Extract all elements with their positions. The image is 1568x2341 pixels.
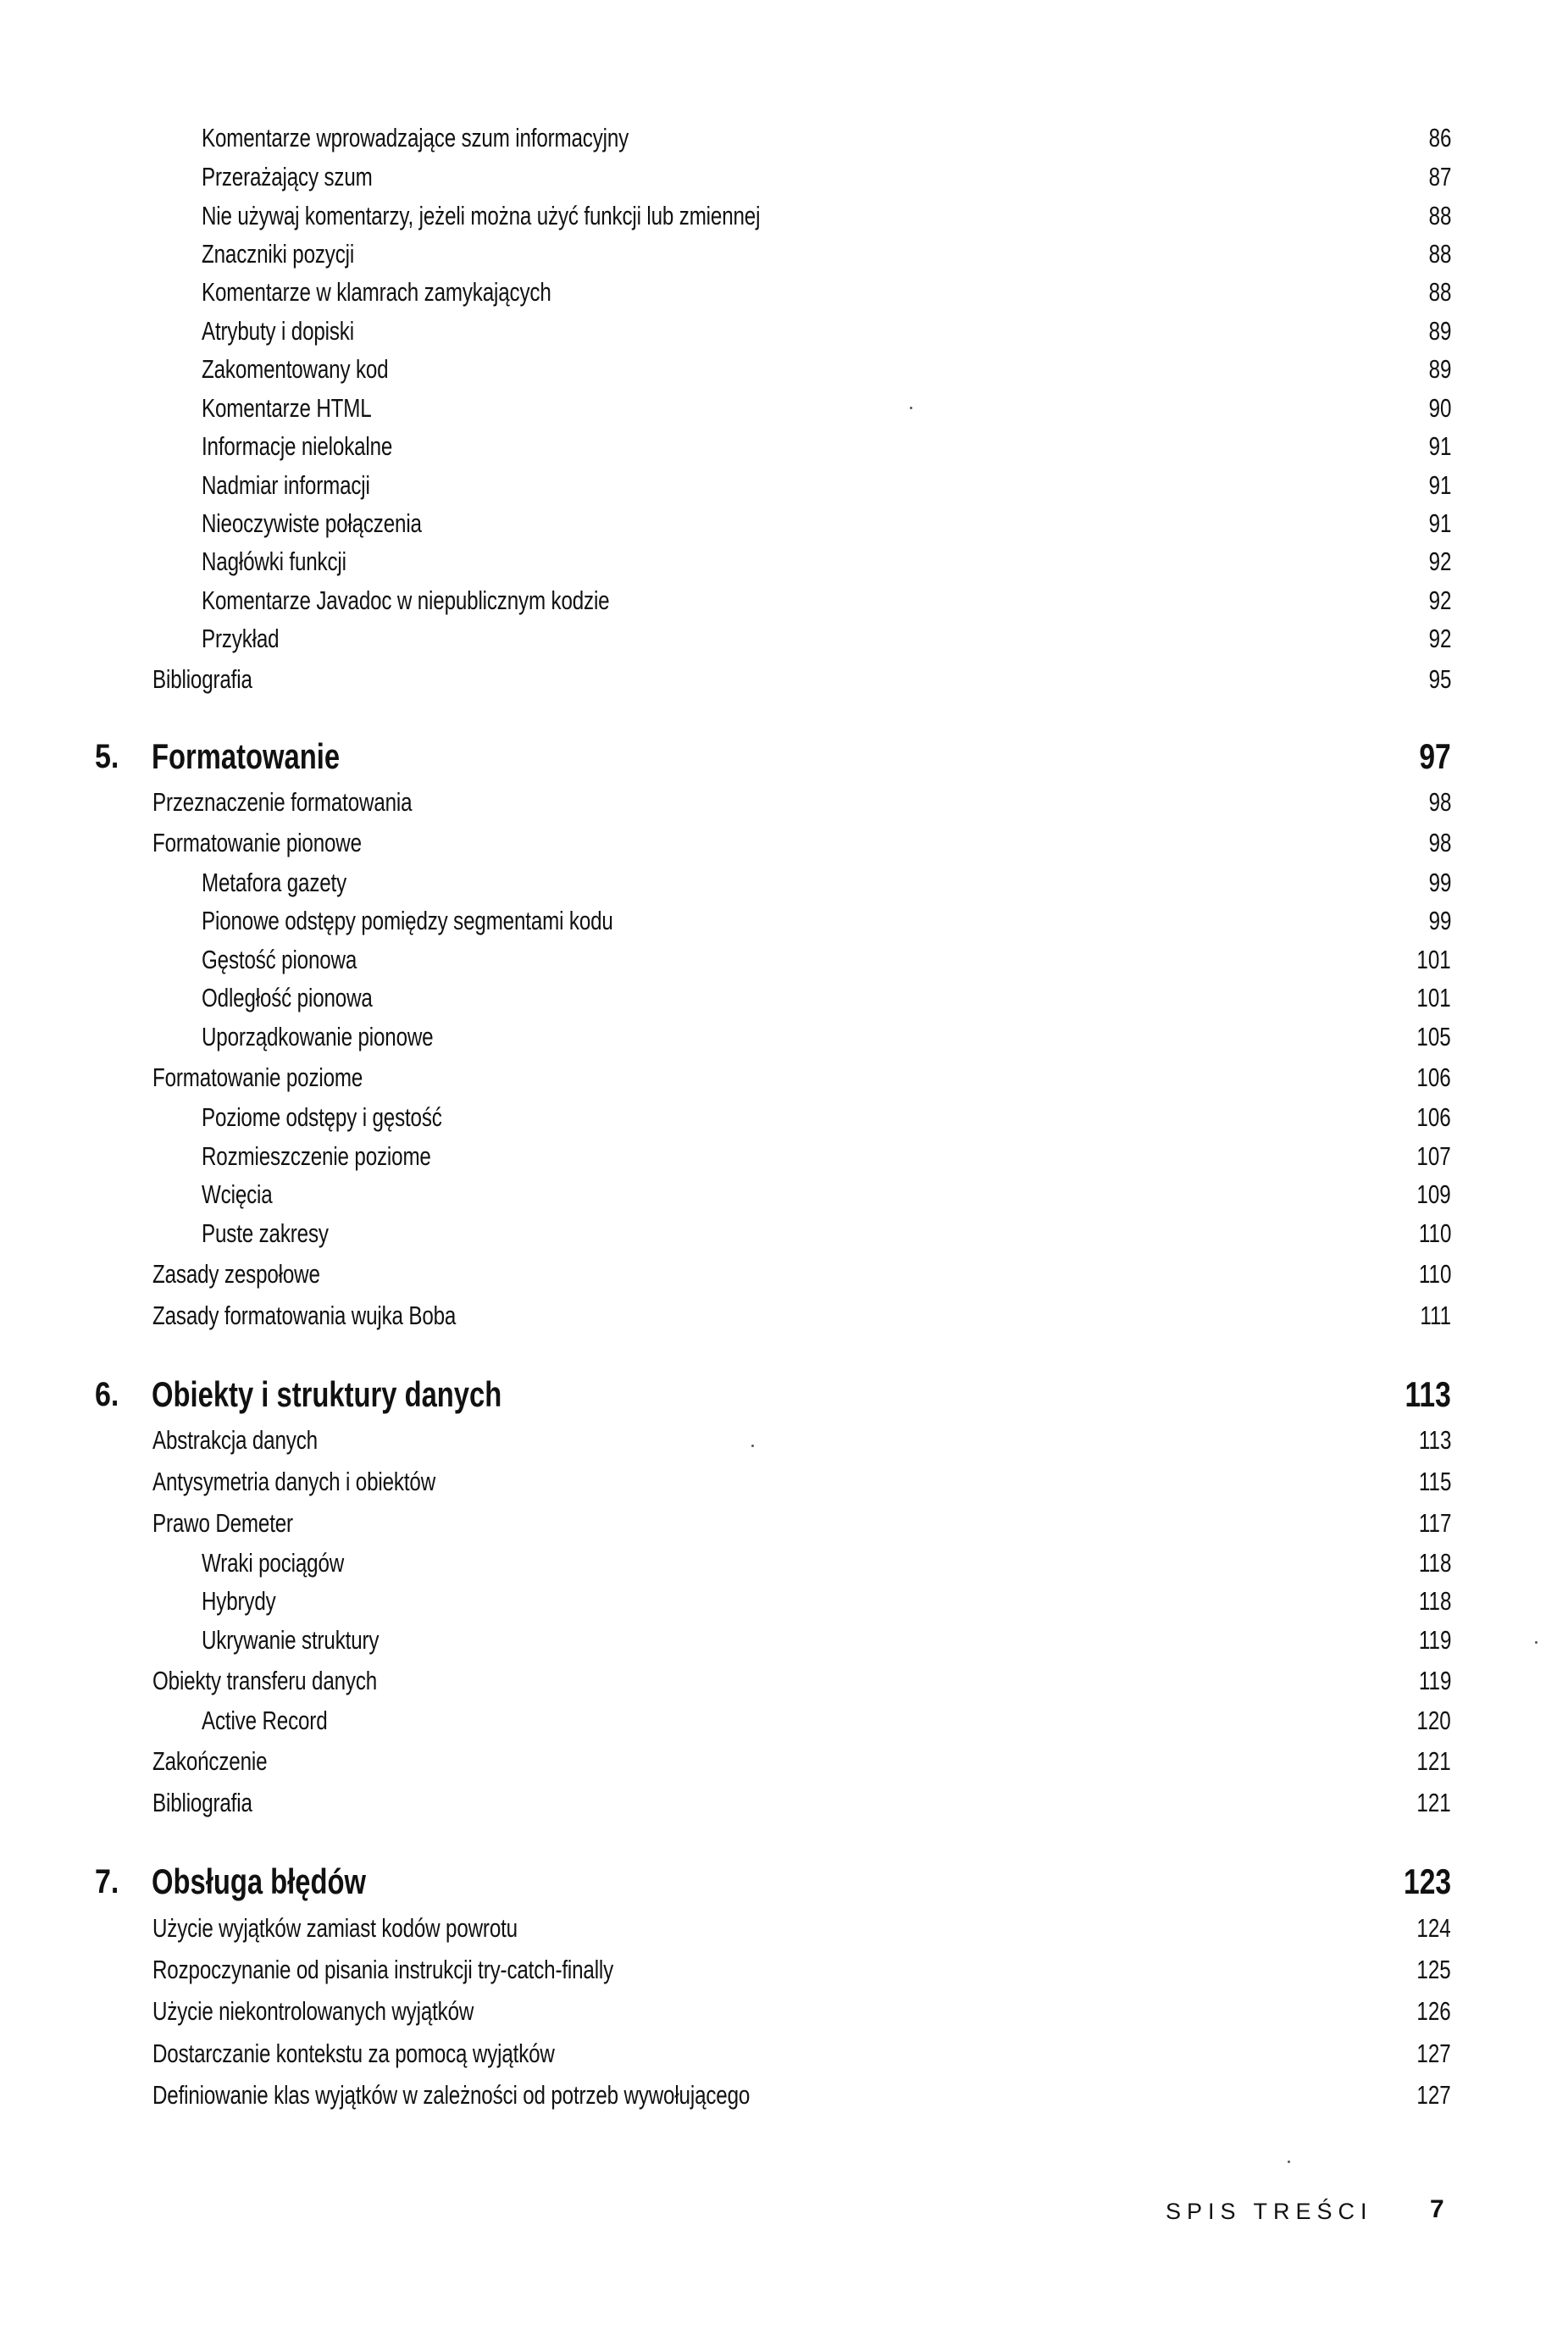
toc-entry-label: Wcięcia — [202, 1179, 273, 1209]
toc-entry[interactable] — [0, 1175, 1568, 1214]
chapter-title: Obiekty i struktury danych — [152, 1374, 502, 1414]
toc-entry[interactable] — [0, 863, 1568, 902]
toc-entry[interactable] — [0, 1098, 1568, 1137]
toc-entry-label: Active Record — [202, 1706, 328, 1735]
toc-entry-label: Atrybuty i dopiski — [202, 316, 354, 346]
toc-entry[interactable] — [0, 1214, 1568, 1253]
toc-entry[interactable] — [0, 2034, 1568, 2073]
scan-speck — [1288, 2161, 1290, 2163]
toc-entry-page: 107 — [1416, 1141, 1451, 1171]
toc-entry[interactable] — [0, 466, 1568, 505]
chapter-number: 6. — [95, 1376, 119, 1413]
toc-entry-page: 86 — [1428, 123, 1451, 153]
toc-entry-label: Komentarze Javadoc w niepublicznym kodzie — [202, 585, 610, 615]
toc-entry[interactable] — [0, 1909, 1568, 1948]
toc-entry[interactable] — [0, 1058, 1568, 1097]
chapter-page: 123 — [1403, 1861, 1451, 1901]
toc-entry-label: Znaczniki pozycji — [202, 239, 355, 269]
toc-entry[interactable] — [0, 1504, 1568, 1543]
toc-entry-label: Zasady formatowania wujka Boba — [152, 1301, 457, 1330]
toc-entry-label: Zasady zespołowe — [152, 1259, 320, 1289]
toc-entry[interactable] — [0, 660, 1568, 699]
toc-entry-page: 105 — [1416, 1022, 1451, 1051]
toc-entry-page: 127 — [1416, 2039, 1451, 2068]
toc-entry[interactable] — [0, 1992, 1568, 2031]
toc-entry[interactable] — [0, 542, 1568, 581]
toc-entry[interactable] — [0, 1701, 1568, 1740]
toc-entry-page: 95 — [1428, 664, 1451, 694]
scan-speck — [751, 1445, 754, 1447]
toc-entry-label: Komentarze w klamrach zamykających — [202, 277, 551, 307]
toc-entry-page: 117 — [1418, 1508, 1451, 1538]
toc-entry[interactable] — [0, 1018, 1568, 1057]
toc-entry-page: 101 — [1416, 983, 1451, 1012]
toc-entry-page: 126 — [1416, 1996, 1451, 2026]
toc-entry-label: Gęstość pionowa — [202, 945, 357, 974]
toc-entry-page: 111 — [1420, 1301, 1451, 1330]
toc-entry[interactable] — [0, 1462, 1568, 1501]
toc-entry-page: 106 — [1416, 1102, 1451, 1132]
toc-entry-page: 118 — [1418, 1586, 1451, 1616]
toc-entry-label: Nie używaj komentarzy, jeżeli można użyć funkcji lub zmiennej — [202, 201, 761, 230]
toc-entry-label: Informacje nielokalne — [202, 431, 393, 461]
toc-entry-label: Zakończenie — [152, 1746, 268, 1776]
toc-entry[interactable] — [0, 350, 1568, 389]
toc-entry-label: Przykład — [202, 624, 280, 653]
toc-entry-label: Metafora gazety — [202, 868, 347, 897]
toc-entry-label: Nadmiar informacji — [202, 470, 370, 500]
toc-entry-page: 88 — [1428, 201, 1451, 230]
toc-entry-page: 118 — [1418, 1548, 1451, 1578]
toc-entry-page: 110 — [1418, 1218, 1451, 1248]
chapter-number: 5. — [95, 738, 119, 775]
toc-entry[interactable] — [0, 119, 1568, 158]
toc-entry-label: Puste zakresy — [202, 1218, 329, 1248]
toc-entry[interactable] — [0, 1255, 1568, 1294]
toc-entry-page: 110 — [1418, 1259, 1451, 1289]
toc-entry-label: Przerażający szum — [202, 162, 373, 191]
toc-entry-label: Formatowanie poziome — [152, 1062, 363, 1092]
toc-entry[interactable] — [0, 235, 1568, 274]
toc-entry-page: 99 — [1428, 906, 1451, 935]
toc-entry-page: 119 — [1418, 1666, 1451, 1695]
chapter-number: 7. — [95, 1863, 119, 1900]
toc-entry-label: Dostarczanie kontekstu za pomocą wyjątków — [152, 2039, 555, 2068]
toc-entry-label: Obiekty transferu danych — [152, 1666, 378, 1695]
chapter-heading[interactable] — [0, 1369, 1568, 1420]
toc-entry[interactable] — [0, 1742, 1568, 1781]
toc-entry[interactable] — [0, 1296, 1568, 1335]
toc-entry-page: 92 — [1428, 624, 1451, 653]
toc-entry-page: 121 — [1416, 1746, 1451, 1776]
toc-entry-page: 92 — [1428, 585, 1451, 615]
toc-entry[interactable] — [0, 1621, 1568, 1660]
toc-entry-label: Hybrydy — [202, 1586, 276, 1616]
toc-entry[interactable] — [0, 1661, 1568, 1700]
scan-speck — [1535, 1641, 1538, 1644]
toc-entry[interactable] — [0, 1544, 1568, 1583]
toc-entry[interactable] — [0, 1137, 1568, 1176]
toc-entry[interactable] — [0, 1421, 1568, 1460]
toc-entry[interactable] — [0, 901, 1568, 940]
toc-entry[interactable] — [0, 581, 1568, 620]
toc-entry[interactable] — [0, 940, 1568, 979]
toc-entry-page: 106 — [1416, 1062, 1451, 1092]
toc-entry-label: Antysymetria danych i obiektów — [152, 1467, 435, 1496]
toc-entry-label: Użycie niekontrolowanych wyjątków — [152, 1996, 474, 2026]
toc-entry[interactable] — [0, 824, 1568, 863]
toc-entry-page: 120 — [1416, 1706, 1451, 1735]
toc-entry-page: 113 — [1418, 1425, 1451, 1455]
toc-entry-page: 91 — [1428, 431, 1451, 461]
toc-entry[interactable] — [0, 783, 1568, 822]
toc-entry-page: 99 — [1428, 868, 1451, 897]
toc-entry[interactable] — [0, 1950, 1568, 1989]
toc-entry[interactable] — [0, 619, 1568, 658]
footer-section-label: SPIS TREŚCI — [1166, 2199, 1373, 2224]
toc-entry[interactable] — [0, 273, 1568, 312]
toc-entry-page: 91 — [1428, 470, 1451, 500]
toc-entry-page: 121 — [1416, 1788, 1451, 1817]
toc-entry-page: 109 — [1416, 1179, 1451, 1209]
toc-entry-page: 101 — [1416, 945, 1451, 974]
toc-entry-label: Bibliografia — [152, 1788, 252, 1817]
toc-entry-page: 88 — [1428, 277, 1451, 307]
toc-entry[interactable] — [0, 427, 1568, 466]
toc-entry[interactable] — [0, 979, 1568, 1018]
toc-entry[interactable] — [0, 312, 1568, 351]
toc-entry-label: Nieoczywiste połączenia — [202, 508, 422, 538]
toc-entry-label: Nagłówki funkcji — [202, 546, 346, 576]
toc-entry-page: 98 — [1428, 828, 1451, 857]
toc-entry[interactable] — [0, 1582, 1568, 1621]
toc-entry-label: Pionowe odstępy pomiędzy segmentami kodu — [202, 906, 613, 935]
toc-entry-page: 125 — [1416, 1955, 1451, 1984]
toc-entry-label: Przeznaczenie formatowania — [152, 787, 413, 817]
toc-entry-page: 127 — [1416, 2080, 1451, 2110]
chapter-heading[interactable] — [0, 731, 1568, 782]
toc-entry-label: Zakomentowany kod — [202, 354, 389, 384]
toc-entry[interactable] — [0, 1783, 1568, 1822]
toc-entry[interactable] — [0, 504, 1568, 543]
toc-entry-label: Rozmieszczenie poziome — [202, 1141, 431, 1171]
toc-entry-page: 89 — [1428, 354, 1451, 384]
toc-entry-label: Formatowanie pionowe — [152, 828, 362, 857]
toc-entry-page: 89 — [1428, 316, 1451, 346]
toc-entry[interactable] — [0, 158, 1568, 197]
chapter-title: Obsługa błędów — [152, 1861, 367, 1901]
toc-entry-label: Definiowanie klas wyjątków w zależności od potrzeb wywołującego — [152, 2080, 751, 2110]
toc-entry-label: Abstrakcja danych — [152, 1425, 318, 1455]
toc-entry-page: 98 — [1428, 787, 1451, 817]
toc-entry-page: 119 — [1418, 1625, 1451, 1655]
toc-entry[interactable] — [0, 2076, 1568, 2115]
scan-speck — [910, 407, 912, 409]
toc-entry-page: 90 — [1428, 393, 1451, 423]
toc-entry-label: Uporządkowanie pionowe — [202, 1022, 434, 1051]
toc-entry-label: Poziome odstępy i gęstość — [202, 1102, 442, 1132]
toc-entry-page: 92 — [1428, 546, 1451, 576]
toc-entry-label: Ukrywanie struktury — [202, 1625, 380, 1655]
toc-entry-page: 91 — [1428, 508, 1451, 538]
toc-entry-label: Bibliografia — [152, 664, 252, 694]
toc-entry[interactable] — [0, 389, 1568, 428]
toc-entry-label: Użycie wyjątków zamiast kodów powrotu — [152, 1913, 518, 1943]
toc-entry-page: 87 — [1428, 162, 1451, 191]
chapter-page: 97 — [1419, 736, 1451, 776]
toc-entry-label: Prawo Demeter — [152, 1508, 293, 1538]
toc-entry-label: Odległość pionowa — [202, 983, 373, 1012]
toc-entry[interactable] — [0, 197, 1568, 236]
chapter-title: Formatowanie — [152, 736, 341, 776]
toc-entry-label: Komentarze wprowadzające szum informacyjny — [202, 123, 629, 153]
chapter-heading[interactable] — [0, 1856, 1568, 1907]
footer-page-number: 7 — [1430, 2195, 1444, 2223]
toc-entry-page: 88 — [1428, 239, 1451, 269]
chapter-page: 113 — [1405, 1374, 1451, 1414]
toc-entry-page: 124 — [1416, 1913, 1451, 1943]
toc-entry-label: Komentarze HTML — [202, 393, 372, 423]
toc-entry-page: 115 — [1418, 1467, 1451, 1496]
toc-entry-label: Wraki pociągów — [202, 1548, 345, 1578]
toc-entry-label: Rozpoczynanie od pisania instrukcji try-catch-finally — [152, 1955, 614, 1984]
